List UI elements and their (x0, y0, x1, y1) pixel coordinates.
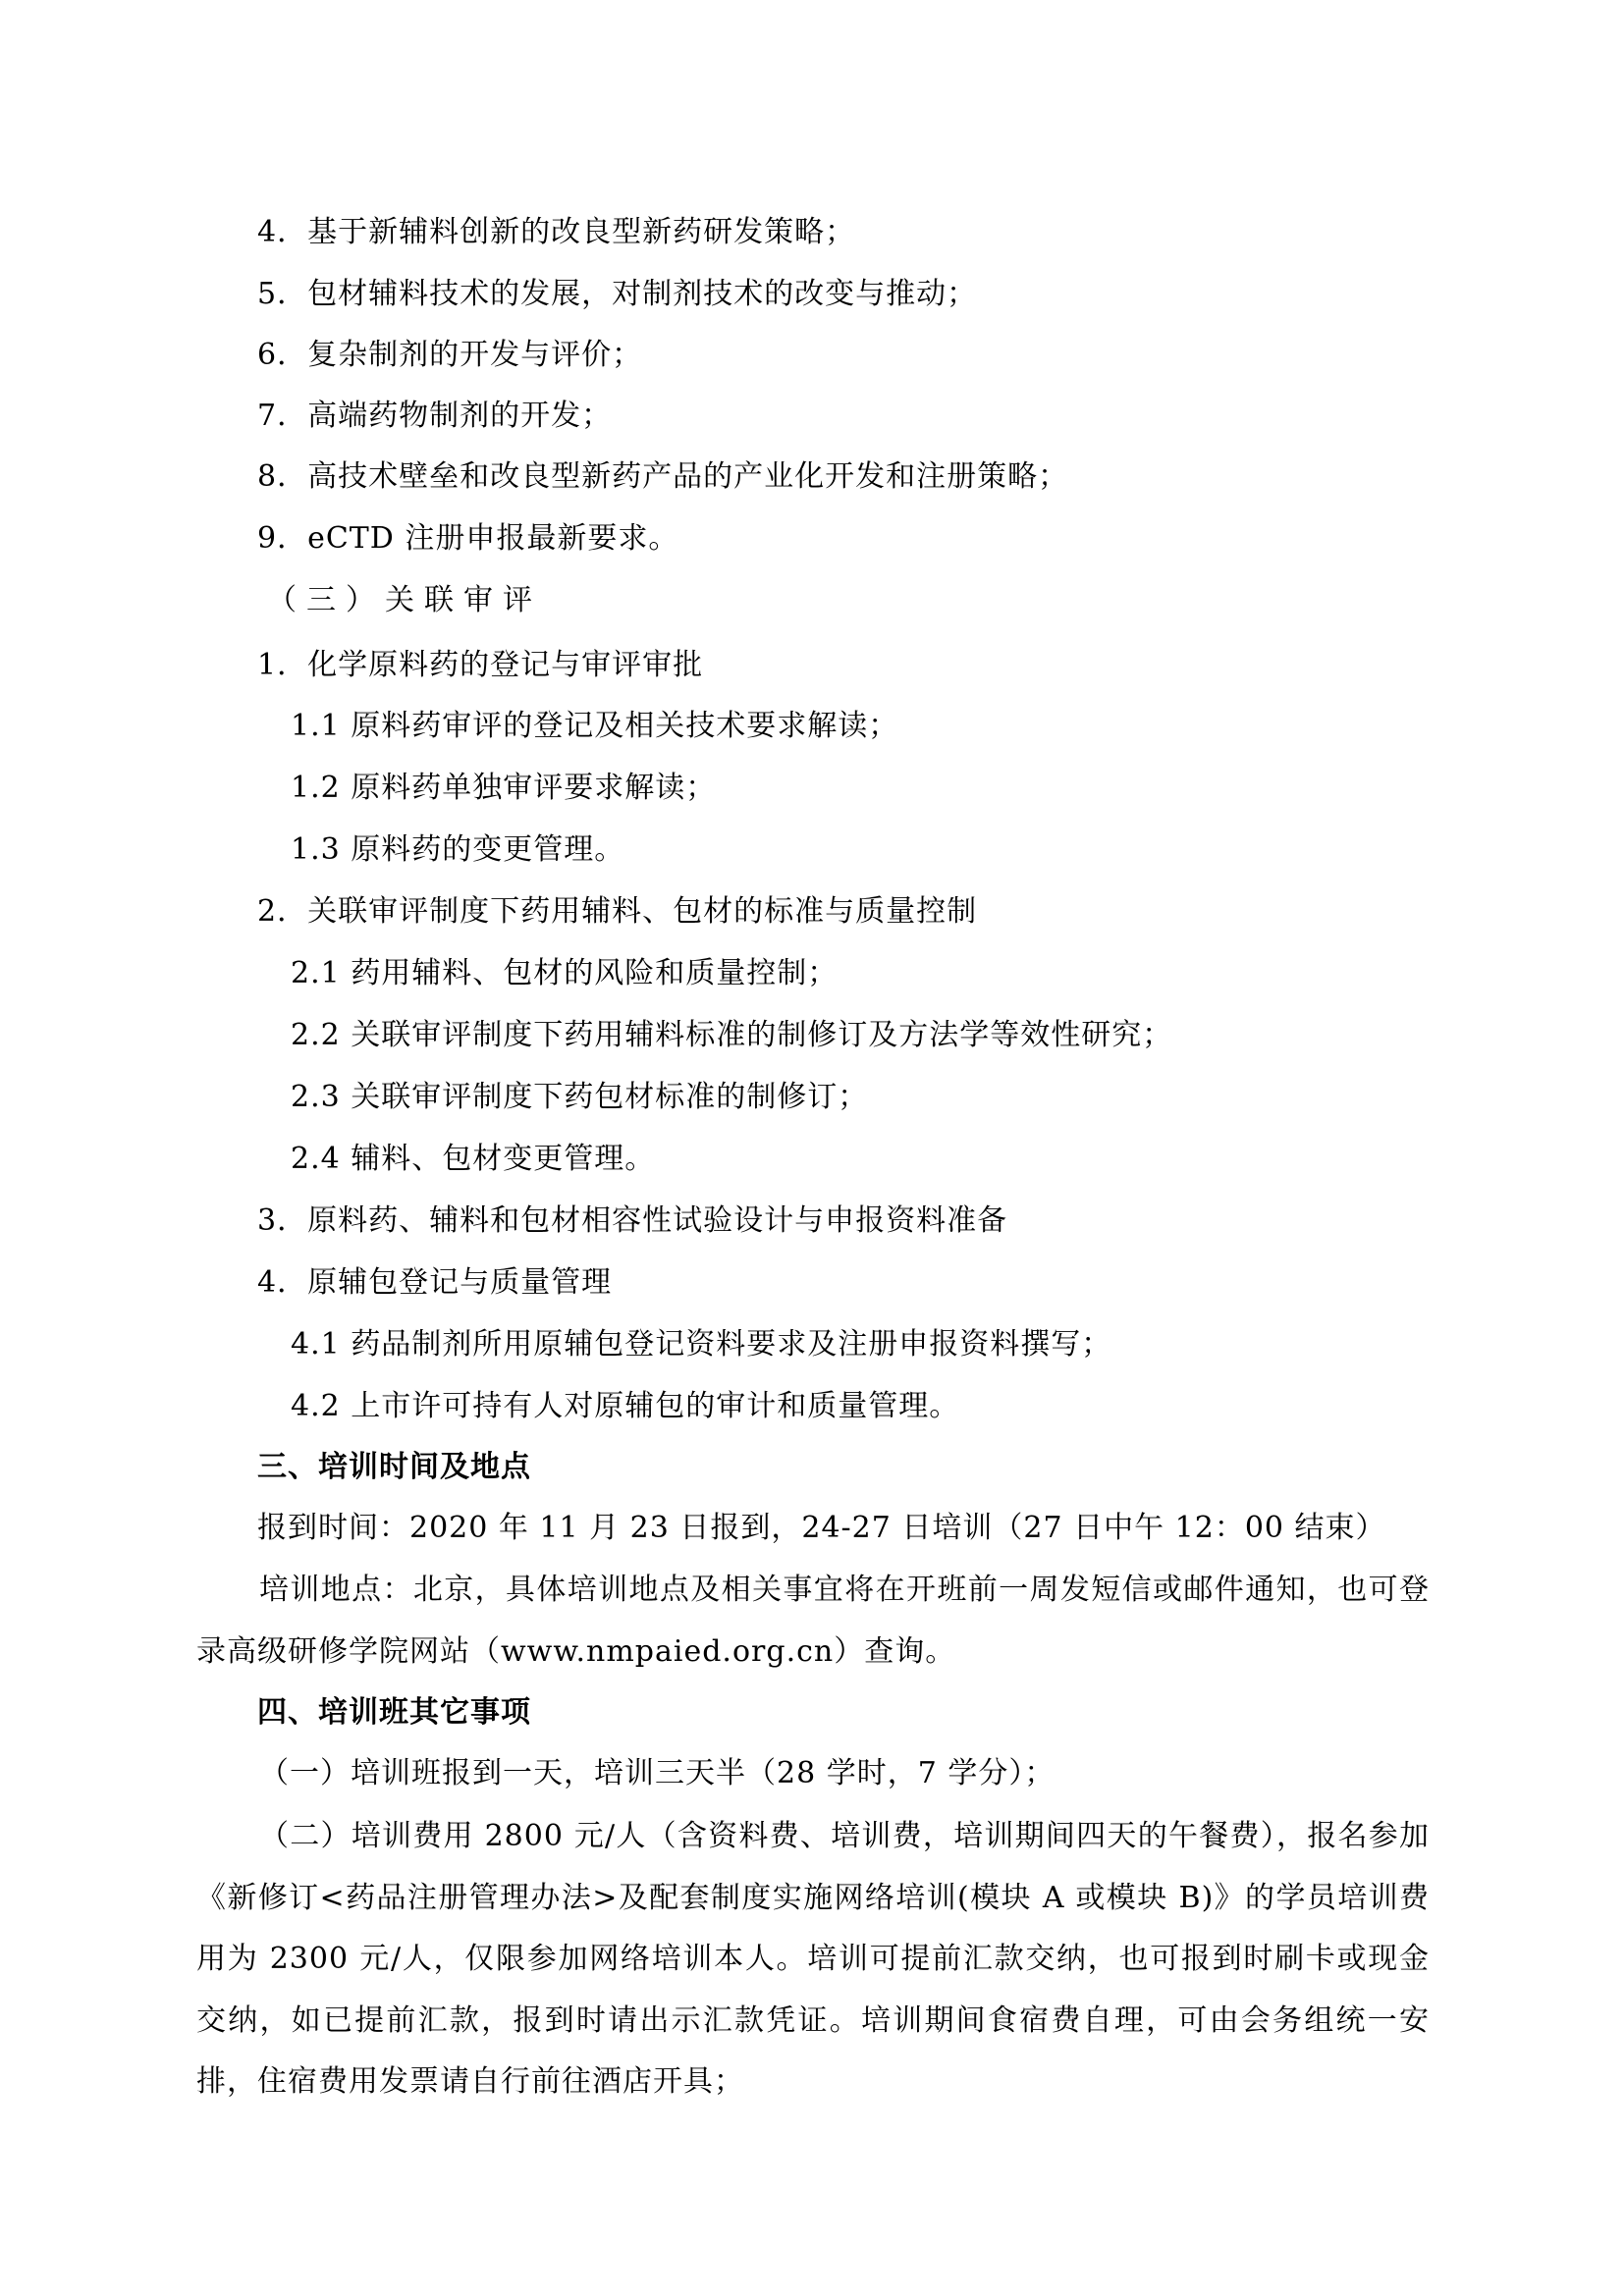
list-item: 2．关联审评制度下药用辅料、包材的标准与质量控制 (257, 894, 978, 929)
list-subitem: 2.1 药用辅料、包材的风险和质量控制； (291, 956, 839, 990)
list-item: 5．包材辅料技术的发展，对制剂技术的改变与推动； (257, 277, 978, 311)
list-item: 7．高端药物制剂的开发； (257, 399, 613, 433)
list-subitem: 2.3 关联审评制度下药包材标准的制修订； (291, 1080, 869, 1114)
training-location: 培训地点：北京，具体培训地点及相关事宜将在开班前一周发短信或邮件通知，也可登录高级研修学院网站（www.nmpaied.org.cn）查询。 (196, 1573, 1430, 1669)
registration-time: 报到时间：2020 年 11 月 23 日报到，24-27 日培训（27 日中午 12：00 结束） (257, 1511, 1386, 1545)
list-subitem: 2.4 辅料、包材变更管理。 (291, 1142, 656, 1176)
list-item: 1．化学原料药的登记与审评审批 (257, 648, 704, 682)
list-subitem: 1.1 原料药审评的登记及相关技术要求解读； (291, 709, 899, 743)
list-subitem: 4.1 药品制剂所用原辅包登记资料要求及注册申报资料撰写； (291, 1327, 1112, 1362)
list-subitem: 2.2 关联审评制度下药用辅料标准的制修订及方法学等效性研究； (291, 1018, 1173, 1052)
list-subitem: 1.2 原料药单独审评要求解读； (291, 771, 717, 805)
list-item: 3．原料药、辅料和包材相容性试验设计与申报资料准备 (257, 1203, 1008, 1238)
subsection-title: （三）关联审评 (267, 583, 542, 617)
list-item: 9．eCTD 注册申报最新要求。 (257, 521, 679, 556)
list-item: 4．基于新辅料创新的改良型新药研发策略； (257, 215, 856, 249)
section-heading: 四、培训班其它事项 (257, 1695, 531, 1730)
list-item: 4．原辅包登记与质量管理 (257, 1265, 613, 1300)
list-subitem: 1.3 原料药的变更管理。 (291, 832, 625, 867)
list-item: （一）培训班报到一天，培训三天半（28 学时，7 学分）； (259, 1756, 1056, 1790)
list-item: 6．复杂制剂的开发与评价； (257, 338, 643, 372)
section-heading: 三、培训时间及地点 (257, 1450, 531, 1484)
training-fee-paragraph: （二）培训费用 2800 元/人（含资料费、培训费，培训期间四天的午餐费），报名参加《新修订<药品注册管理办法>及配套制度实施网络培训(模块 A 或模块 B)》的学员培训费用为 2300 元/人，仅限参加网络培训本人。培训可提前汇款交纳，也可报到时刷卡或现金交纳，如已提前汇款，报到时请出示汇款凭证。培训期间食宿费自理，可由会务组统一安排，住宿费用发票请自行前往酒店开具； (196, 1819, 1430, 2099)
list-item: 8．高技术壁垒和改良型新药产品的产业化开发和注册策略； (257, 459, 1069, 494)
list-subitem: 4.2 上市许可持有人对原辅包的审计和质量管理。 (291, 1389, 960, 1423)
